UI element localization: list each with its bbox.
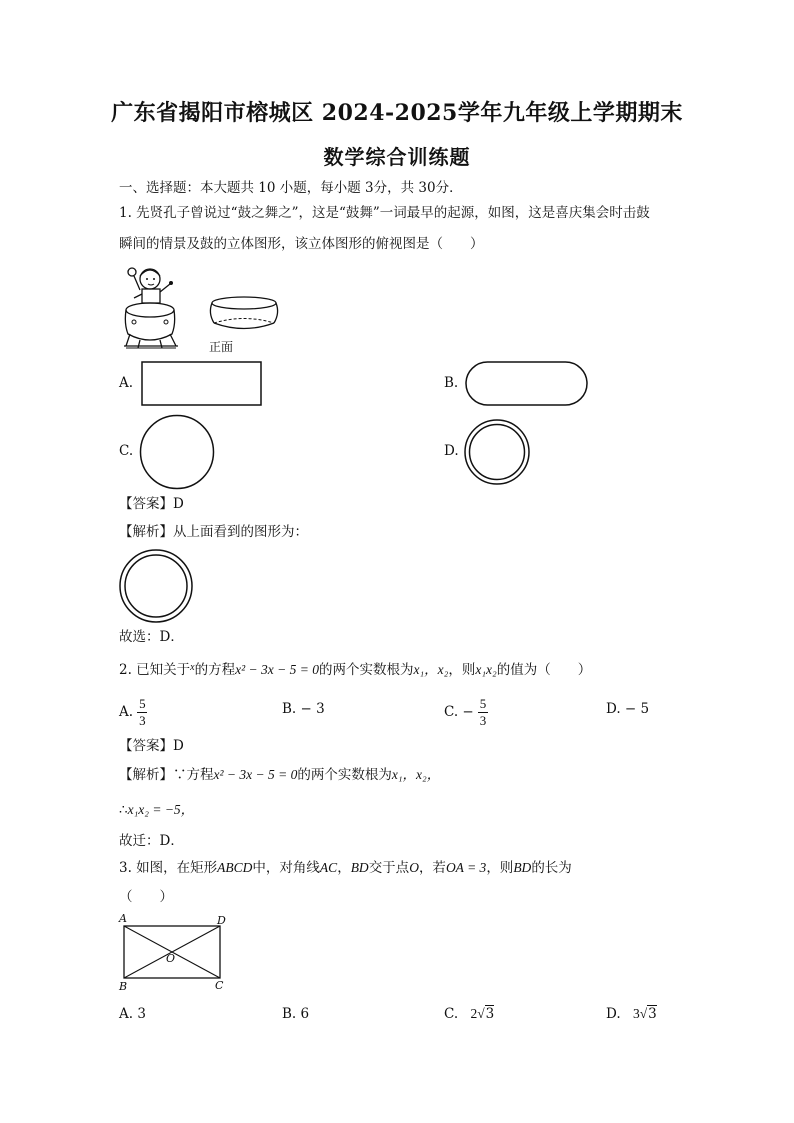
q3-oa-equation: OA = 3 — [445, 860, 487, 875]
q3-stem-text-b: 中，对角线 — [252, 860, 320, 876]
q2-stem — [119, 657, 591, 681]
q1-conclusion: 故选：D． — [119, 629, 184, 645]
q1-option-a-rectangle — [141, 361, 263, 407]
q3-label-o: O — [166, 952, 176, 965]
q3-stem-text-c: ， — [337, 860, 351, 876]
q1-option-c-circle — [139, 414, 215, 490]
q2-equation: x² − 3x − 5 = 0 — [235, 662, 319, 677]
q1-stem-line2: 瞬间的情景及鼓的立体图形，该立体图形的俯视图是（ ） — [119, 236, 484, 252]
q2-roots: x₁，x₂ — [413, 662, 449, 677]
q2-option-a-label: A. — [119, 704, 134, 720]
q3-stem-text-g: 的长为 — [531, 860, 572, 876]
q2-analysis — [119, 764, 440, 786]
q3-stem-text-f: ，则 — [486, 860, 514, 876]
q1-option-a-label: A. — [119, 375, 134, 391]
q2-therefore — [119, 799, 194, 821]
q3-label-d: D — [217, 914, 226, 927]
q3-paren: （ ） — [119, 889, 173, 905]
q3-stem-text-e: ，若 — [418, 860, 446, 876]
q3-point-o: O — [409, 860, 419, 875]
front-view-label: 正面 — [209, 340, 234, 354]
q3-stem-text-a: 3. 如图，在矩形 — [119, 860, 218, 876]
q1-option-b-label: B. — [444, 375, 459, 391]
q2-stem-text-b: 的方程 — [194, 662, 236, 678]
q3-option-a: A. 3 — [119, 1006, 146, 1022]
fraction-denominator: 3 — [479, 713, 487, 728]
q3-option-c-radicand: 3 — [485, 1006, 495, 1022]
q3-option-c-coef: 2 — [470, 1006, 478, 1021]
q2-stem-text-d: ，则 — [448, 662, 476, 678]
q3-diagonal-ac: AC — [319, 860, 338, 875]
fraction-numerator: 5 — [479, 696, 487, 711]
q2-analysis-roots: x₁，x₂， — [391, 767, 441, 782]
q3-option-d-coef: 3 — [632, 1006, 640, 1021]
section-heading: 一、选择题：本大题共 10 小题，每小题 3分，共 30分． — [119, 180, 463, 196]
q2-stem-text-a: 2. 已知关于 — [119, 662, 191, 678]
q3-stem-text-d: 交于点 — [368, 860, 410, 876]
q2-option-c-fraction — [478, 697, 488, 728]
q2-option-a-fraction — [137, 697, 147, 728]
fraction-numerator: 5 — [139, 696, 146, 711]
q2-product: x₁x₂ — [475, 662, 497, 677]
q2-option-c — [444, 697, 488, 728]
q3-label-c: C — [215, 979, 224, 992]
q2-option-a — [119, 697, 147, 728]
drum-3d-figure — [206, 296, 286, 336]
q2-answer: 【答案】D — [119, 738, 184, 754]
page-subtitle: 数学综合训练题 — [323, 145, 471, 169]
q3-option-d-label: D. — [606, 1006, 621, 1022]
q3-option-c: C. 2√3 — [444, 1006, 495, 1022]
q1-option-c-label: C. — [119, 443, 134, 459]
q3-stem — [119, 857, 572, 879]
q3-rect-name: ABCD — [217, 860, 253, 875]
page-title: 广东省揭阳市榕城区 2024-2025学年九年级上学期期末 — [111, 100, 683, 126]
q2-stem-text-e: 的值为（ ） — [496, 662, 592, 678]
q3-label-a: A — [119, 912, 127, 925]
q2-analysis-text-b: 的两个实数根为 — [297, 767, 392, 783]
therefore-symbol: ∴ — [119, 802, 128, 818]
q3-option-d-radicand: 3 — [648, 1006, 657, 1022]
q3-label-b: B — [119, 980, 128, 993]
q3-diagonal-bd: BD — [350, 860, 369, 875]
q2-conclusion: 故迁：D． — [119, 833, 184, 849]
q3-option-d: D. 3√3 — [606, 1006, 657, 1022]
q2-option-c-label: C. − — [444, 704, 474, 720]
q2-variable-x: x — [190, 662, 195, 673]
q2-analysis-text-a: 【解析】∵方程 — [119, 767, 214, 783]
drummer-illustration — [120, 262, 200, 352]
q1-option-d-double-circle — [463, 418, 531, 486]
q1-option-b-rounded-rect — [465, 361, 589, 407]
q2-therefore-equation: x₁x₂ = −5， — [127, 802, 195, 817]
q3-option-c-label: C. — [444, 1006, 459, 1022]
fraction-denominator: 3 — [139, 713, 146, 728]
q1-analysis-double-circle — [118, 548, 194, 624]
q1-analysis: 【解析】从上面看到的图形为： — [119, 524, 308, 540]
q2-stem-text-c: 的两个实数根为 — [319, 662, 414, 678]
q3-bd: BD — [513, 860, 532, 875]
q2-option-b: B. − 3 — [282, 701, 325, 717]
q3-option-b: B. 6 — [282, 1006, 310, 1022]
q1-answer: 【答案】D — [119, 496, 184, 512]
q2-analysis-equation: x² − 3x − 5 = 0 — [213, 767, 298, 782]
q1-stem-line1: 1. 先贤孔子曾说过“鼓之舞之”，这是“鼓舞”一词最早的起源，如图，这是喜庆集会时击鼓 — [119, 205, 650, 221]
q1-option-d-label: D. — [444, 443, 459, 459]
q2-option-d: D. − 5 — [606, 701, 650, 717]
